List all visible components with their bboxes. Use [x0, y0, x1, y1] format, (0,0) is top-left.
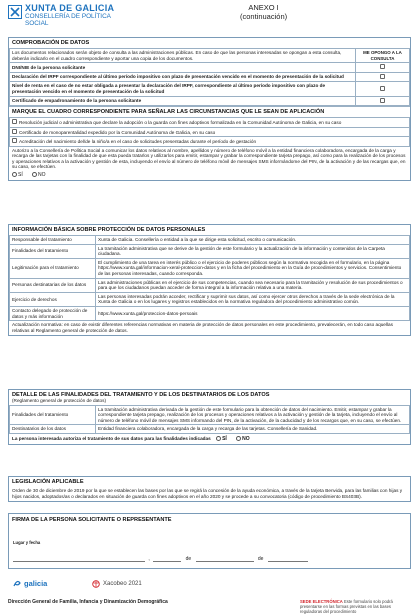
info-value-destinatarias: Las administraciones públicas en el ejercicio de sus competencias, cuando sea necesario para la tramitación y resolución de sus procedimientos o para que los ciudadanos puedan acceder de forma integral a la información relativa a una materia. — [96, 278, 410, 292]
detalle-no-radio[interactable] — [236, 436, 241, 441]
year-field[interactable] — [268, 555, 308, 562]
department-line2: SOCIAL — [25, 20, 49, 27]
authorization-choice — [9, 171, 410, 181]
info-label-responsable: Responsable del tratamiento — [10, 236, 96, 245]
resolucion-checkbox[interactable] — [12, 119, 17, 124]
oppose-renta-checkbox[interactable] — [380, 86, 385, 91]
detalle-label-destinatarios: Destinatarios de los datos — [10, 425, 96, 434]
info-value-derechos: Las personas interesadas podrán acceder, rectificar y suprimir sus datos, así como ejercer otros derechos a través de la sede electrónica de la Xunta de Galicia o en los lugares y registros establecidos en la normativa reguladora del procedimiento administrativo común. — [96, 292, 410, 306]
legislacion-title: LEGISLACIÓN APLICABLE — [12, 479, 84, 485]
galicia-wordmark: galicia — [24, 578, 48, 588]
comprobacion-row-renta: Nivel de renta en el caso de no estar obligada a presentar la declaración del IRPF, correspondiente al último período impositivo con plazo de presentación vencido en el momento de presentación de la solicitud — [10, 82, 356, 96]
authorization-yes-label: SÍ — [18, 171, 23, 178]
oppose-padron-checkbox[interactable] — [380, 98, 385, 103]
info-label-destinatarias: Personas destinatarias de los datos — [10, 278, 96, 292]
brand-name: XUNTA DE GALICIA — [25, 3, 115, 13]
place-field[interactable] — [13, 555, 145, 562]
annex-title — [240, 4, 287, 21]
de-label-2: de — [257, 556, 264, 562]
detalle-section — [8, 389, 411, 445]
info-label-contacto: Contacto delegado de protección de datos y más información — [10, 306, 96, 320]
info-value-responsable: Xunta de Galicia. Consellería o entidad a la que se dirige esta solicitud, escrito o comunicación. — [96, 236, 410, 245]
comprobacion-table — [9, 48, 410, 106]
galicia-swirl-icon — [12, 578, 22, 588]
detalle-value-destinatarios: Entidad financiera colaboradora, encargada de la carga y recarga de las tarjetas. Consellería de Sanidad. — [96, 425, 410, 434]
sede-text: Este formulario solo podrá presentarse en las formas previstas en las bases reguladoras del procedimiento — [300, 599, 393, 614]
legislacion-section — [8, 476, 411, 502]
circunstancia-row-gestacion — [10, 137, 410, 147]
detalle-yes-label: SÍ — [222, 435, 227, 442]
place-date-label: Lugar y fecha — [13, 540, 41, 545]
oppose-irpf-checkbox[interactable] — [380, 74, 385, 79]
detalle-label-finalidades: Finalidades del tratamiento — [10, 405, 96, 425]
info-basica-note: Actualización normativa: en caso de existir diferentes referencias normativas en materia de protección de datos personales en este procedimiento, prevalecerán, en todo caso aquellas relativas al Reglamento general de protección de datos. — [12, 322, 393, 333]
comprobacion-intro: Los documentos relacionados serán objeto de consulta a las administraciones públicas. En caso de que las personas interesadas se opongan a esta consulta, deberán indicarlo en el cuadro correspondiente y aportar una copia de los documentos. — [10, 49, 356, 63]
sede-note — [300, 599, 412, 614]
place-date-line: , de de — [13, 555, 308, 562]
authorization-no-radio[interactable] — [32, 172, 37, 177]
gestacion-checkbox[interactable] — [12, 138, 17, 143]
info-basica-table — [9, 235, 410, 321]
xacobeo-shell-icon — [92, 580, 100, 588]
monoparental-label: Certificado de monoparentalidad expedido por la Comunidad Autónoma de Galicia, en su caso — [19, 129, 216, 135]
detalle-subtitle: (Reglamento general de protección de datos) — [12, 398, 107, 403]
info-basica-title: INFORMACIÓN BÁSICA SOBRE PROTECCIÓN DE DATOS PERSONALES — [12, 227, 206, 233]
comprobacion-title: COMPROBACIÓN DE DATOS — [12, 40, 90, 46]
info-basica-section — [8, 224, 411, 336]
month-field[interactable] — [196, 555, 254, 562]
xunta-crest-icon — [8, 5, 22, 19]
department-line1: CONSELLERÍA DE POLÍTICA — [25, 13, 111, 20]
monoparental-checkbox[interactable] — [12, 129, 17, 134]
comprobacion-section — [8, 37, 411, 181]
info-value-finalidades: La tramitación administrativa que se derive de la gestión de este formulario y la actualización de la información y contenidos de la Carpeta ciudadana. — [96, 244, 410, 258]
xacobeo-label: Xacobeo 2021 — [103, 581, 142, 587]
oppose-dni-checkbox[interactable] — [380, 64, 385, 69]
firma-section — [8, 513, 411, 569]
xunta-logo — [8, 4, 114, 27]
comprobacion-row-dni: DNI/NIE de la persona solicitante — [10, 63, 356, 73]
detalle-agree-text: La persona interesada autoriza el tratamiento de sus datos para las finalidades indicadas — [12, 435, 211, 441]
authorization-no-label: NO — [38, 171, 46, 178]
circunstancia-row-monoparental — [10, 127, 410, 137]
info-value-contacto[interactable]: https://www.xunta.gal/proteccion-datos-persoais — [96, 306, 410, 320]
circunstancia-row-resolucion — [10, 118, 410, 128]
detalle-yes-radio[interactable] — [216, 436, 221, 441]
day-field[interactable] — [153, 555, 181, 562]
detalle-title: DETALLE DE LAS FINALIDADES DEL TRATAMIENTO Y DE LOS DESTINATARIOS DE LOS DATOS — [12, 392, 270, 398]
annex-label: ANEXO I — [248, 3, 279, 12]
oppose-header: ME OPONGO A LA CONSULTA — [356, 49, 410, 63]
circunstancias-title: MARQUE EL CUADRO CORRESPONDIENTE PARA SEÑALAR LAS CIRCUNSTANCIAS QUE LE SEAN DE APLICACIÓN — [9, 106, 410, 117]
annex-subtitle: (continuación) — [240, 11, 288, 21]
page-header — [8, 4, 411, 36]
detalle-table — [9, 405, 410, 434]
detalle-agree — [9, 434, 410, 445]
legislacion-text: Orden de 30 de diciembre de 2019 por la que se establecen las bases por las que se regirá la concesión de la ayuda económica, a través de la tarjeta Benvida, para las familias con hijas y hijos nacidos, adoptados/as o declarados en situación de guarda con fines adoptivos en el año 2020 y se procede a su convocatoria (código de procedimiento BS403B). — [12, 488, 403, 499]
de-label-1: de — [185, 556, 192, 562]
xacobeo-brand — [92, 580, 142, 588]
authorization-yes-radio[interactable] — [12, 172, 17, 177]
sede-label[interactable]: SEDE ELECTRÓNICA — [300, 599, 343, 604]
firma-title: FIRMA DE LA PERSONA SOLICITANTE O REPRESENTANTE — [12, 517, 172, 523]
authorization-text: Autorizo a la Consellería de Política Social a comunicar los datos relativos al nombre, apellidos y número de teléfono móvil a la entidad financiera colaboradora, encargada de la carga y recarga de las tarjetas con la finalidad de que esta pueda tratarlos y utilizarlos para emitir, estampar y grabar la correspondiente tarjeta prepago, así como para la realización de los procesos y operaciones relativos a la activación y gestión de esta, incluyendo el envío al número de teléfono móvil de mensajes SMS informándome del PIN, de la activación y de las recargas que, en su caso, se efectúen. — [12, 147, 406, 170]
directorate-name: Dirección General de Familia, Infancia y Dinamización Demográfica — [8, 599, 168, 605]
circunstancias-table — [9, 117, 410, 147]
gestacion-label: Acreditación del nacimiento del/de la niño/a en el caso de solicitudes presentadas durante el período de gestación — [19, 139, 257, 145]
comprobacion-row-padron: Certificado de empadronamiento de la persona solicitante — [10, 96, 356, 106]
info-label-derechos: Ejercicio de derechos — [10, 292, 96, 306]
detalle-no-label: NO — [242, 435, 250, 442]
info-label-finalidades: Finalidades del tratamiento — [10, 244, 96, 258]
info-label-legitimacion: Legitimación para el tratamiento — [10, 258, 96, 278]
resolucion-label: Resolución judicial o administrativa que declare la adopción o la guarda con fines adoptivos formalizada en la Comunidad Autónoma de Galicia, en su caso — [19, 120, 342, 126]
galicia-brand — [12, 578, 47, 588]
detalle-value-finalidades: La tramitación administrativa derivada de la gestión de este formulario para la obtención de datos del nacimiento. Emitir, estampar y grabar la correspondiente tarjeta prepago, realización de los procesos y operaciones relativos a la activación y gestión de la tarjeta, incluyendo el envío al número de teléfono móvil de mensajes SMS informando del PIN, de la activación, de la caducidad y de los recargos que, en su caso, se efectúen. — [96, 405, 410, 425]
comprobacion-row-irpf: Declaración del IRPF correspondiente al último período impositivo con plazo de presentación vencido en el momento de presentación de la solicitud — [10, 72, 356, 82]
info-value-legitimacion: El cumplimiento de una tarea en interés público o el ejercicio de poderes públicos según la normativa recogida en el formulario, en la página https://www.xunta.gal/informacion-xeral-proteccion-datos y en la ficha del procedimiento en la Guía de procedimientos y servicios. Consentimiento de las personas interesadas, cuando corresponda. — [96, 258, 410, 278]
